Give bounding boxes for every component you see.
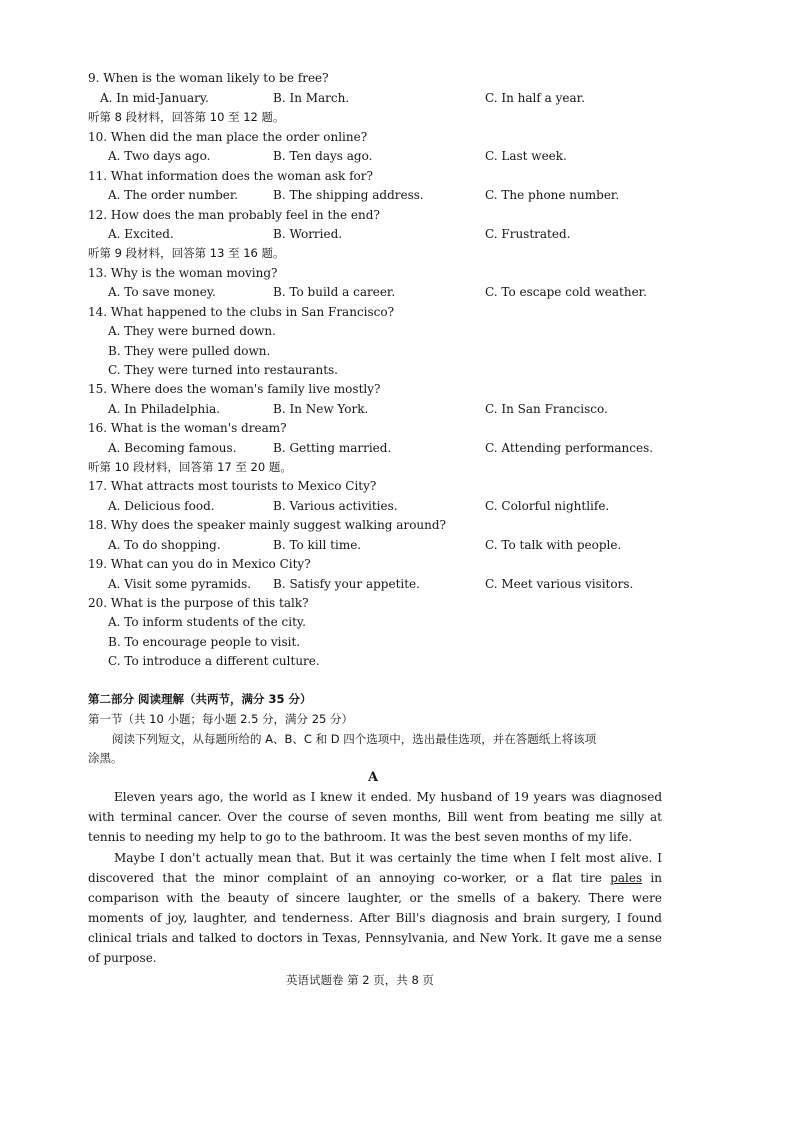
option-11a: A. The order number. xyxy=(108,188,239,202)
option-19c: C. Meet various visitors. xyxy=(485,577,634,591)
option-17c: C. Colorful nightlife. xyxy=(485,499,610,513)
question-18: 18. Why does the speaker mainly suggest walking around? xyxy=(88,518,446,532)
question-13: 13. Why is the woman moving? xyxy=(88,266,278,280)
option-14c: C. They were turned into restaurants. xyxy=(108,363,338,377)
question-15: 15. Where does the woman's family live mostly? xyxy=(88,382,381,396)
option-15c: C. In San Francisco. xyxy=(485,402,608,416)
question-17: 17. What attracts most tourists to Mexico City? xyxy=(88,479,377,493)
option-15a: A. In Philadelphia. xyxy=(108,402,221,416)
question-12: 12. How does the man probably feel in the end? xyxy=(88,208,380,222)
option-15b: B. In New York. xyxy=(273,402,369,416)
option-10c: C. Last week. xyxy=(485,149,567,163)
option-12c: C. Frustrated. xyxy=(485,227,571,241)
page-footer: 英语试题卷 第 2 页，共 8 页 xyxy=(286,973,434,987)
option-9b: B. In March. xyxy=(273,91,350,105)
option-17a: A. Delicious food. xyxy=(108,499,215,513)
option-18a: A. To do shopping. xyxy=(108,538,221,552)
instruction-line-2: 涂黑。 xyxy=(88,751,123,765)
option-11b: B. The shipping address. xyxy=(273,188,424,202)
instruction-line-1: 阅读下列短文，从每题所给的 A、B、C 和 D 四个选项中，选出最佳选项，并在答题纸上将该项 xyxy=(112,732,597,746)
underlined-word: pales xyxy=(610,871,643,885)
listening-section-10: 听第 10 段材料，回答第 17 至 20 题。 xyxy=(88,460,292,474)
option-12b: B. Worried. xyxy=(273,227,343,241)
part2-section1-title: 第一节（共 10 小题；每小题 2.5 分，满分 25 分） xyxy=(88,712,353,726)
question-10: 10. When did the man place the order online? xyxy=(88,130,368,144)
part2-title: 第二部分 阅读理解（共两节，满分 35 分） xyxy=(88,692,312,706)
question-9: 9. When is the woman likely to be free? xyxy=(88,71,329,85)
option-19a: A. Visit some pyramids. xyxy=(108,577,252,591)
question-14: 14. What happened to the clubs in San Francisco? xyxy=(88,305,395,319)
option-20b: B. To encourage people to visit. xyxy=(108,635,301,649)
option-9a: A. In mid-January. xyxy=(100,91,209,105)
passage-letter: A xyxy=(368,770,379,785)
option-19b: B. Satisfy your appetite. xyxy=(273,577,420,591)
question-16: 16. What is the woman's dream? xyxy=(88,421,287,435)
option-13a: A. To save money. xyxy=(108,285,216,299)
option-14a: A. They were burned down. xyxy=(108,324,276,338)
paragraph-2-text-after: in comparison with the beauty of sincere laughter, or the smells of a bakery. There were moments of joy, laughter, and tenderness. After Bill's diagnosis and brain surgery, I found clinical trials and talked to doctors in Texas, Pennsylvania, and New York. It gave me a sense of purpose. xyxy=(88,871,662,965)
option-13b: B. To build a career. xyxy=(273,285,396,299)
option-10b: B. Ten days ago. xyxy=(273,149,373,163)
option-16c: C. Attending performances. xyxy=(485,441,654,455)
passage-paragraph-2 xyxy=(88,848,662,968)
option-13c: C. To escape cold weather. xyxy=(485,285,647,299)
option-16b: B. Getting married. xyxy=(273,441,392,455)
question-11: 11. What information does the woman ask for? xyxy=(88,169,373,183)
listening-section-8: 听第 8 段材料，回答第 10 至 12 题。 xyxy=(88,110,285,124)
option-10a: A. Two days ago. xyxy=(108,149,211,163)
listening-section-9: 听第 9 段材料，回答第 13 至 16 题。 xyxy=(88,246,285,260)
passage-paragraph-1: Eleven years ago, the world as I knew it ended. My husband of 19 years was diagnosed with terminal cancer. Over the course of seven months, Bill went from beating me silly at tennis to needing my help to go to the bathroom. It was the best seven months of my life. xyxy=(88,790,662,844)
option-16a: A. Becoming famous. xyxy=(108,441,237,455)
option-14b: B. They were pulled down. xyxy=(108,344,271,358)
option-20a: A. To inform students of the city. xyxy=(108,615,306,629)
option-18c: C. To talk with people. xyxy=(485,538,622,552)
option-20c: C. To introduce a different culture. xyxy=(108,654,320,668)
option-12a: A. Excited. xyxy=(108,227,174,241)
option-9c: C. In half a year. xyxy=(485,91,585,105)
option-18b: B. To kill time. xyxy=(273,538,362,552)
option-11c: C. The phone number. xyxy=(485,188,620,202)
option-17b: B. Various activities. xyxy=(273,499,398,513)
question-19: 19. What can you do in Mexico City? xyxy=(88,557,311,571)
question-20: 20. What is the purpose of this talk? xyxy=(88,596,309,610)
paragraph-2-text-before: Maybe I don't actually mean that. But it was certainly the time when I felt most alive. I discovered that the minor complaint of an annoying co-worker, or a flat tire xyxy=(88,851,662,885)
